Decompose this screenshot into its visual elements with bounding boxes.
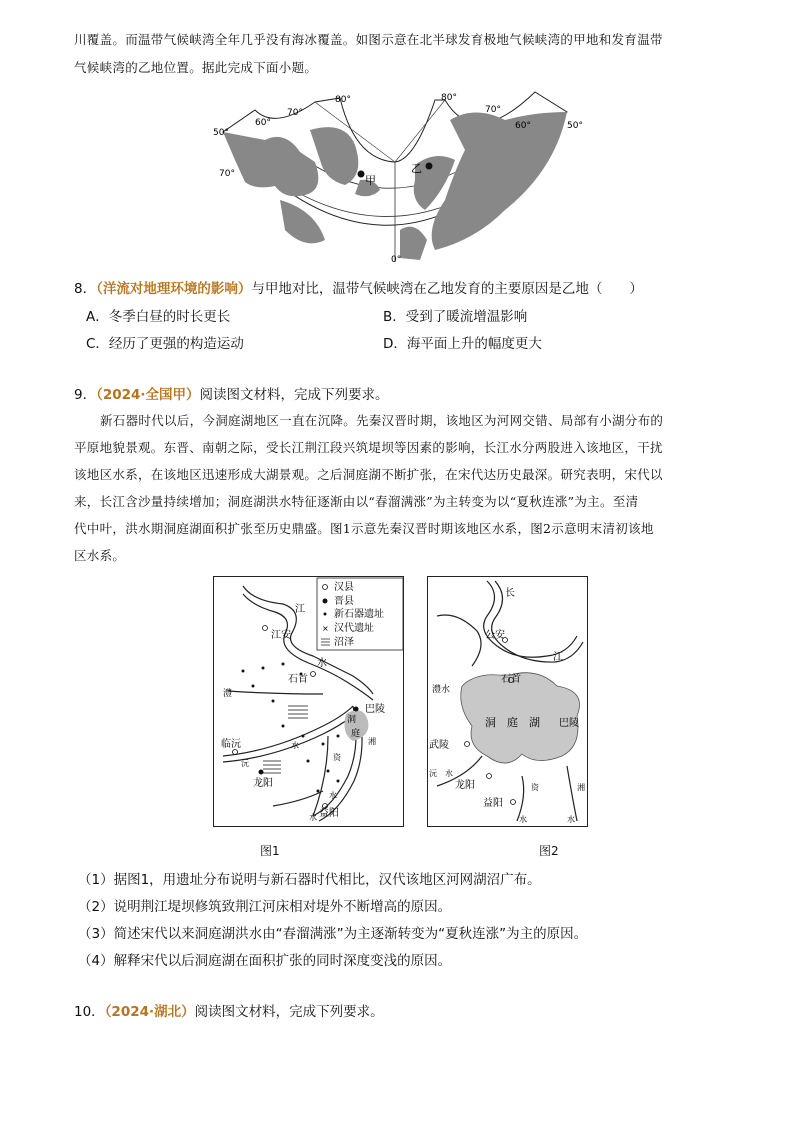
fig2-label: 资: [531, 783, 539, 792]
q9-number: 9．: [74, 387, 97, 403]
q9-stem: [74, 383, 389, 403]
fig2-label: 水: [445, 769, 453, 778]
fig2-label: 洞 庭 湖: [485, 716, 540, 729]
figure-2-map: [427, 576, 588, 827]
q8-option-a[interactable]: A．冬季白昼的时长更长: [86, 309, 231, 325]
q9-text: 阅读图文材料，完成下列要求。: [199, 387, 389, 403]
fig2-label: 武陵: [429, 740, 449, 751]
q9-sub-3: （3）简述宋代以来洞庭湖洪水由“春溜满涨”为主逐渐转变为“夏秋连涨”为主的原因。: [78, 926, 588, 942]
legend-label: 沼泽: [334, 637, 354, 648]
intro-line-1: 川覆盖。而温带气候峡湾全年几乎没有海冰覆盖。如图示意在北半球发育极地气候峡湾的甲地和发育温带: [74, 32, 663, 47]
legend-label: 汉县: [334, 582, 354, 593]
fig1-label: 澧: [223, 689, 233, 699]
legend-label: 新石器遗址: [334, 609, 384, 620]
fig2-label: 湘: [577, 783, 585, 792]
q9-sub-2: （2）说明荆江堤坝修筑致荆江河床相对堤外不断增高的原因。: [78, 899, 452, 915]
q9-sub-1: （1）据图1，用遗址分布说明与新石器时代相比，汉代该地区河网湖沼广布。: [78, 872, 541, 888]
q8-option-d[interactable]: D．海平面上升的幅度更大: [383, 336, 542, 352]
fig1-label: 沅: [241, 759, 249, 768]
q9-para-line: 新石器时代以后，今洞庭湖地区一直在沉降。先秦汉晋时期，该地区为河网交错、局部有小湖分布的: [100, 413, 664, 428]
lat-label: 80°: [441, 93, 457, 103]
fig2-label: 巴陵: [559, 718, 579, 729]
fig1-label: 水: [317, 658, 327, 669]
legend-han-site-icon: ×: [322, 624, 329, 633]
q9-para-line: 平原地貌景观。东晋、南朝之际，受长江荆江段兴筑堤坝等因素的影响，长江水分两股进入该地区，干扰: [74, 440, 663, 455]
legend-jinxian-icon: [323, 599, 328, 604]
lat-label: 70°: [485, 105, 501, 115]
fig1-label: 龙阳: [253, 778, 273, 789]
fig1-label: 湘: [368, 737, 376, 746]
lat-label: 70°: [287, 108, 303, 118]
lat-label: 0°: [391, 255, 402, 262]
fig1-label: 江: [295, 604, 305, 615]
lat-label: 50°: [567, 121, 583, 131]
land-europe-west: [400, 227, 427, 260]
fig1-label: 石首: [288, 674, 308, 685]
q8-text: 与甲地对比，温带气候峡湾在乙地发育的主要原因是乙地（ ）: [251, 281, 643, 297]
q10-text: 阅读图文材料，完成下列要求。: [194, 1004, 384, 1020]
q10-tag: （2024·湖北）: [104, 1004, 195, 1020]
fig2-label: 水: [567, 815, 575, 824]
fig2-label: 公安: [485, 630, 505, 641]
q10-stem: [74, 1000, 384, 1020]
q9-tag: （2024·全国甲）: [96, 387, 200, 403]
lat-label: 50°: [213, 128, 229, 138]
q9-sub-4: （4）解释宋代以后洞庭湖在面积扩张的同时深度变浅的原因。: [78, 953, 452, 969]
fig1-label: 资: [333, 753, 341, 762]
legend-neolithic-icon: [324, 613, 327, 616]
q9-para-line: 该地区水系，在该地区迅速形成大湖景观。之后洞庭湖不断扩张，在宋代达历史最深。研究表明，宋代以: [74, 467, 663, 482]
figure-1-caption: 图1: [260, 844, 280, 858]
fig1-label: 洞: [347, 715, 357, 725]
q9-para-line: 代中叶，洪水期洞庭湖面积扩张至历史鼎盛。图1示意先秦汉晋时期该地区水系，图2示意明末清初该地: [74, 521, 654, 536]
legend-label: 晋县: [334, 596, 354, 607]
q8-stem: [74, 277, 643, 297]
figure-2-caption: 图2: [539, 844, 559, 858]
lat-label: 60°: [255, 118, 271, 128]
fig1-label: 庭: [351, 729, 361, 739]
q9-para-line: 来，长江含沙量持续增加；洞庭湖洪水特征逐渐由以“春溜满涨”为主转变为以“夏秋连涨”为主。至清: [74, 494, 639, 509]
fig1-label: 江安: [271, 630, 291, 641]
lat-label: 60°: [515, 121, 531, 131]
legend-label: 汉代遗址: [334, 623, 374, 634]
fig1-label: 水: [309, 813, 317, 822]
intro-line-2: 气候峡湾的乙地位置。据此完成下面小题。: [74, 60, 318, 75]
fig2-label: 沅: [429, 769, 437, 778]
q8-option-c[interactable]: C．经历了更强的构造运动: [86, 336, 244, 352]
fig2-label: 水: [519, 815, 527, 824]
fig2-label: 江: [553, 652, 563, 663]
fig1-label: 巴陵: [365, 704, 385, 715]
label-yi: 乙: [411, 162, 422, 175]
q10-number: 10．: [74, 1004, 105, 1020]
fig1-label: 水: [291, 741, 299, 750]
label-jia: 甲: [365, 174, 376, 187]
point-jia: [358, 171, 365, 178]
fig1-label: 水: [329, 791, 337, 800]
q8-option-b[interactable]: B．受到了暖流增温影响: [383, 309, 528, 325]
fig2-label: 石首: [501, 674, 521, 685]
fig1-label: 益阳: [319, 808, 339, 819]
fig1-label: 临沅: [221, 739, 241, 750]
q8-number: 8．: [74, 281, 97, 297]
fig2-label: 龙阳: [455, 780, 475, 791]
figure-1-map: [213, 576, 404, 827]
q9-para-line: 区水系。: [74, 548, 126, 563]
q8-tag: （洋流对地理环境的影响）: [96, 281, 252, 297]
point-yi: [426, 163, 433, 170]
fig2-label: 澧水: [432, 685, 451, 695]
fig2-label: 益阳: [483, 798, 503, 809]
lat-label: 70°: [219, 169, 235, 179]
fig2-label: 长: [505, 588, 515, 599]
polar-map: [205, 90, 585, 262]
lat-label: 80°: [335, 95, 351, 105]
